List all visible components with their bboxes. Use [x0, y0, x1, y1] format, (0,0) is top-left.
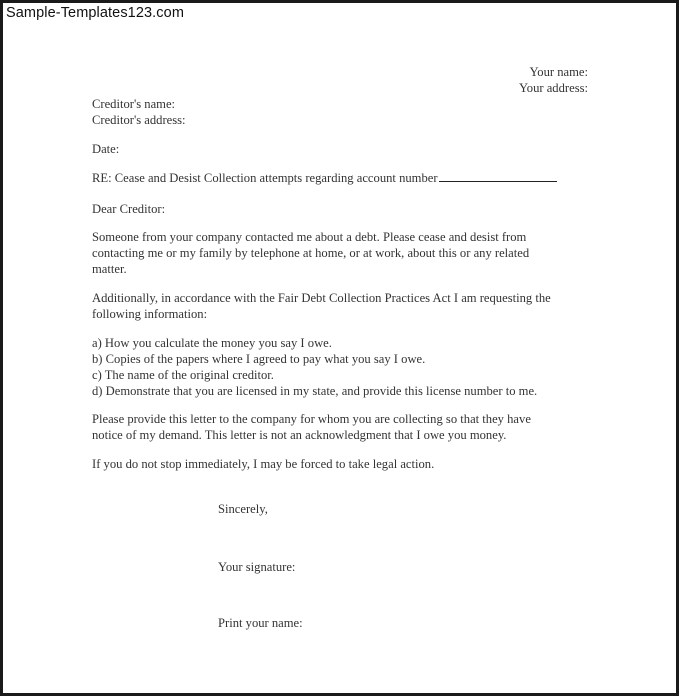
sender-address-label: Your address: [518, 81, 588, 95]
paragraph1-line3: matter. [92, 262, 127, 276]
subject-line [92, 171, 557, 186]
paragraph4: If you do not stop immediately, I may be forced to take legal action. [92, 457, 435, 471]
closing: Sincerely, [218, 502, 268, 516]
paragraph2-line2: following information: [92, 307, 208, 321]
account-number-blank [439, 171, 557, 182]
paragraph1-line2: contacting me or my family by telephone at home, or at work, about this or any related [92, 246, 530, 260]
paragraph3-line2: notice of my demand. This letter is not an acknowledgment that I owe you money. [92, 428, 507, 442]
creditor-address-label: Creditor's address: [92, 113, 186, 127]
paragraph3-line1: Please provide this letter to the company for whom you are collecting so that they have [92, 412, 531, 426]
subject-text: RE: Cease and Desist Collection attempts regarding account number [92, 171, 438, 185]
watermark: Sample-Templates123.com [6, 5, 184, 21]
date-label: Date: [92, 142, 120, 156]
request-item: d) Demonstrate that you are licensed in my state, and provide this license number to me. [92, 384, 538, 398]
signature-label: Your signature: [218, 560, 296, 574]
request-item: c) The name of the original creditor. [92, 368, 274, 382]
sender-name-label: Your name: [529, 65, 588, 79]
print-name-label: Print your name: [218, 616, 303, 630]
creditor-name-label: Creditor's name: [92, 97, 176, 111]
request-item: b) Copies of the papers where I agreed to pay what you say I owe. [92, 352, 426, 366]
request-item: a) How you calculate the money you say I owe. [92, 336, 332, 350]
paragraph2-line1: Additionally, in accordance with the Fair Debt Collection Practices Act I am requesting the [92, 291, 551, 305]
paragraph1-line1: Someone from your company contacted me about a debt. Please cease and desist from [92, 230, 527, 244]
salutation: Dear Creditor: [92, 202, 166, 216]
